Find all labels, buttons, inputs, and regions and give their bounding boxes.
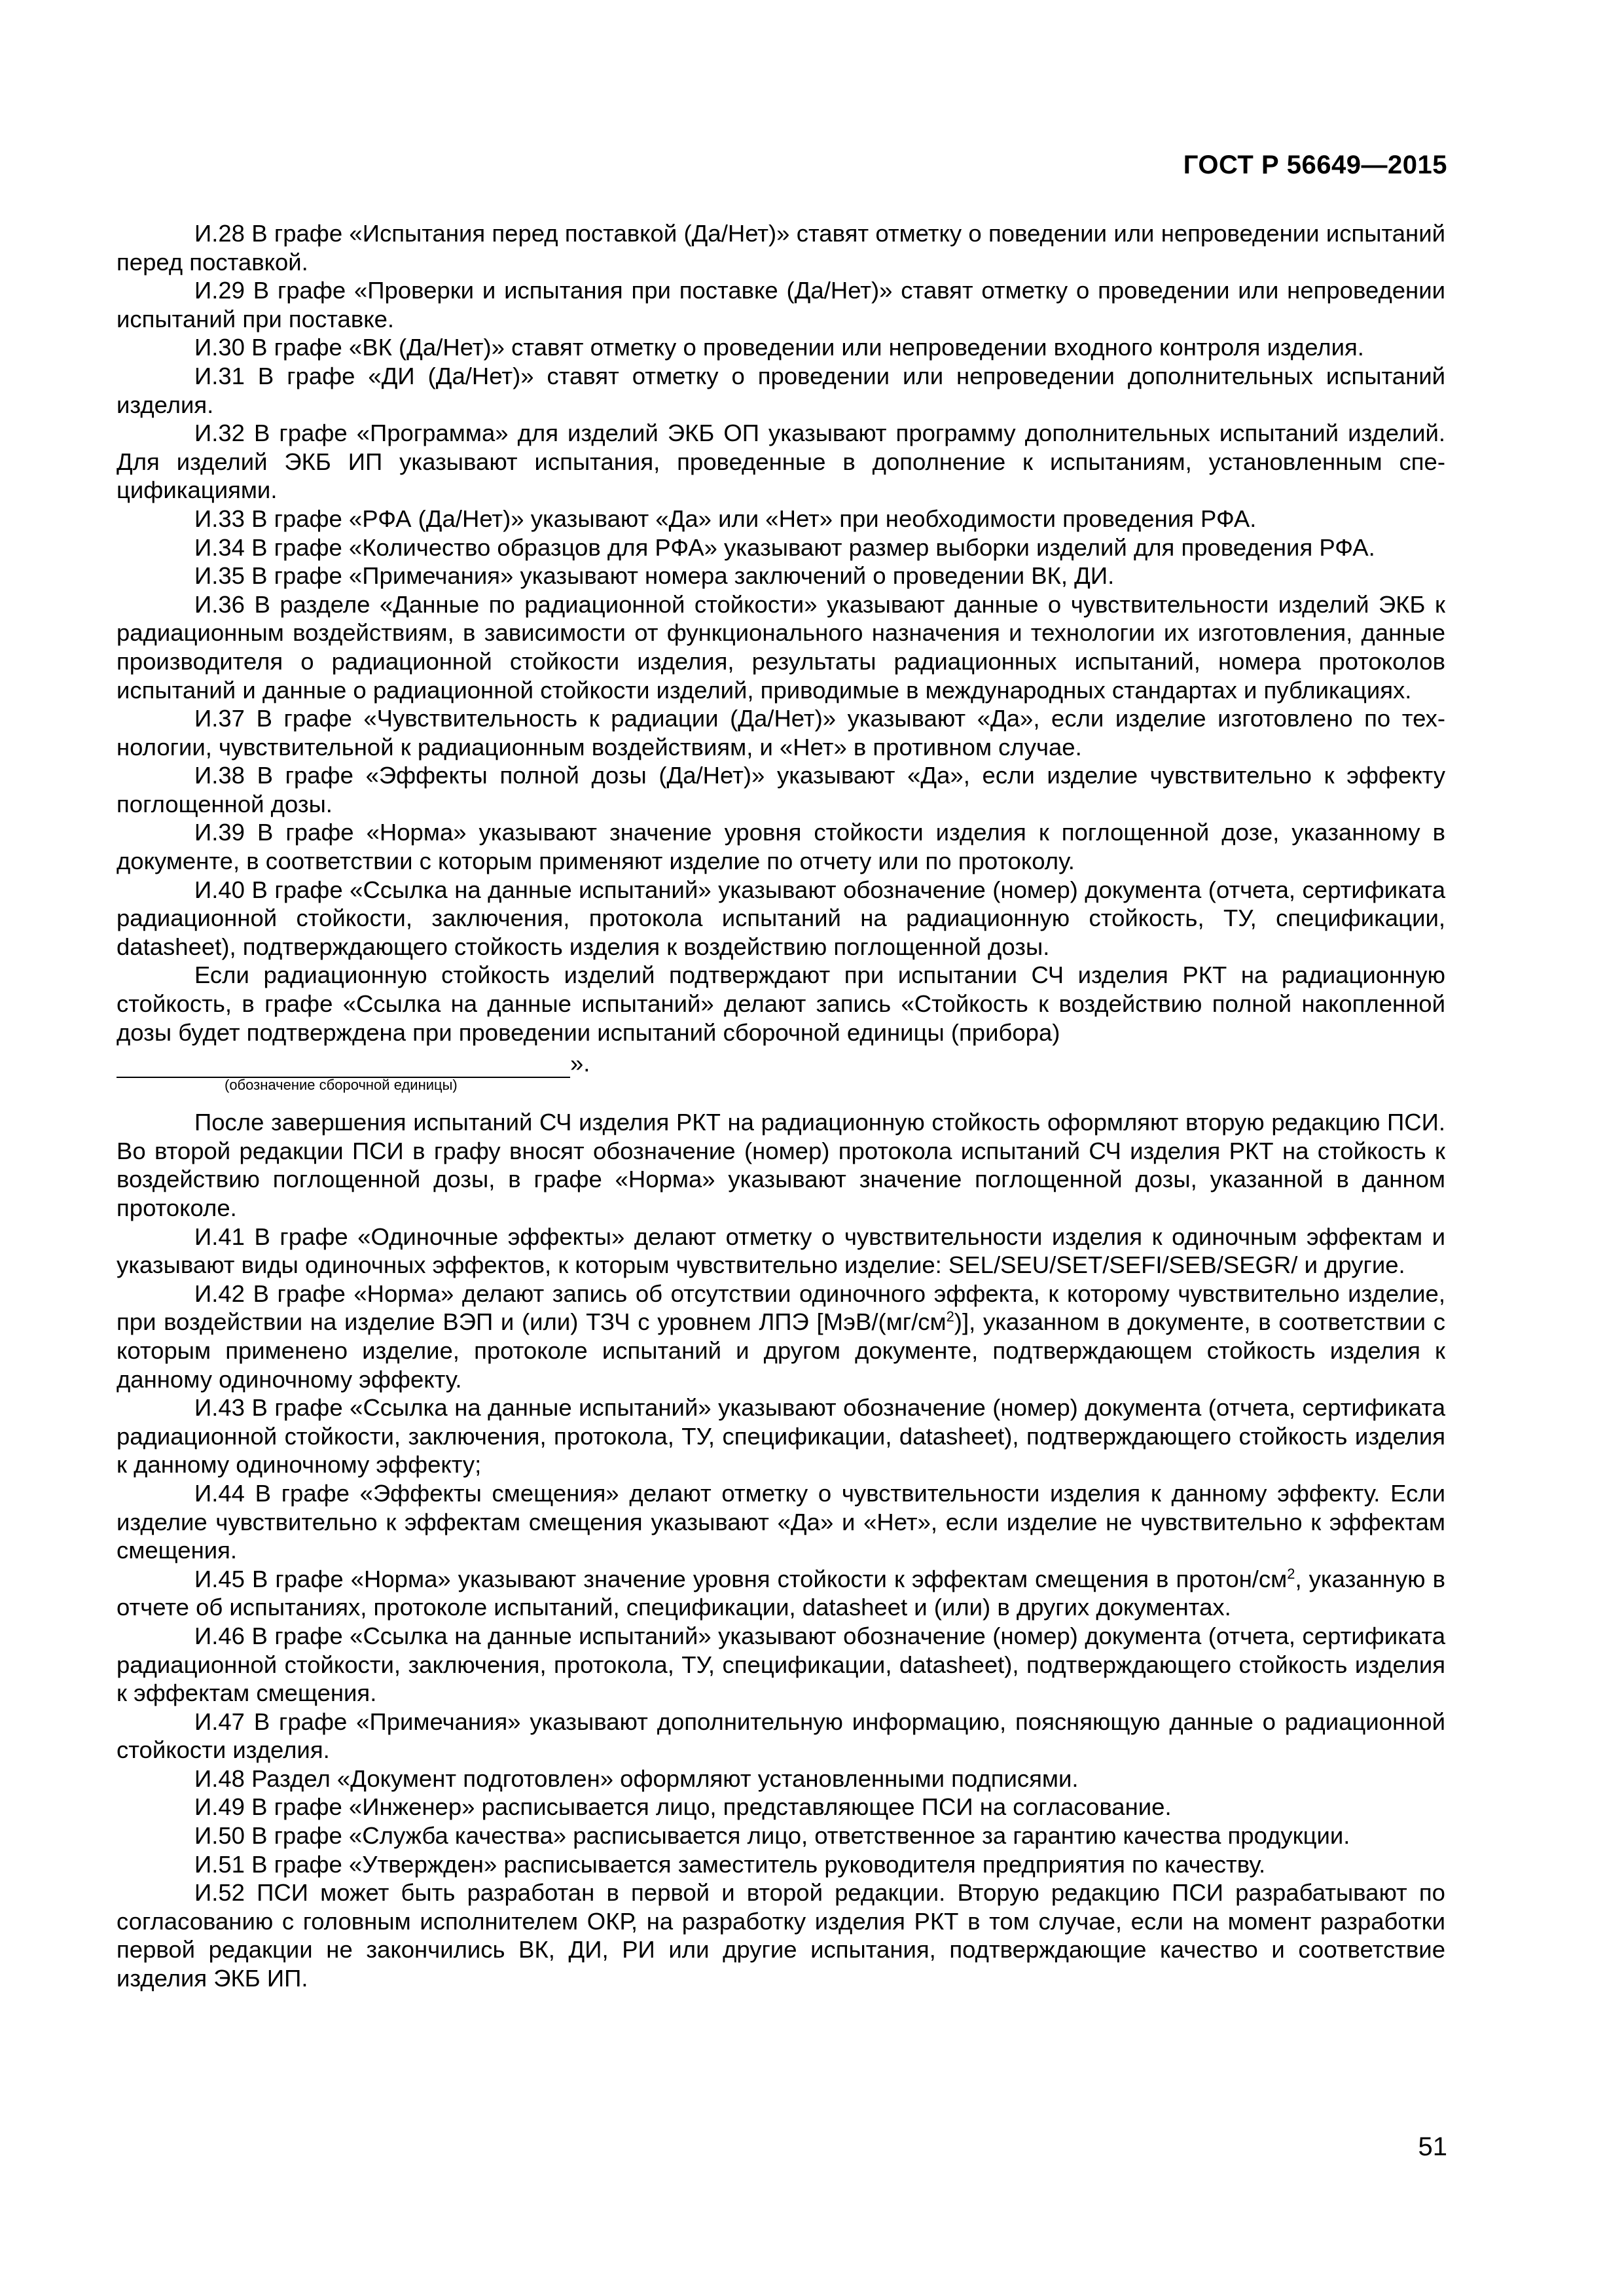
text-run: )], указанном в документе, в соответствии с которым применено изделие, протоколе испытаний и другом документе, подтверждающем стойкость изделия к данному одиночному эффекту. xyxy=(117,1308,1446,1393)
assembly-unit-fill-line xyxy=(117,1049,1445,1102)
superscript: 2 xyxy=(1287,1565,1295,1582)
paragraph: И.46 В графе «Ссылка на данные испытаний» указывают обозначение (номер) документа (отчета, сертификата радиационной стойкости, заключения, протокола, ТУ, спецификации, datasheet), подтверждающего стойкость изделия к эффектам смещения. xyxy=(117,1622,1445,1707)
paragraph: После завершения испытаний СЧ изделия РКТ на радиационную стойкость оформляют вторую редакцию ПСИ. Во второй редакции ПСИ в графу вносят обозначение (номер) протокола испытаний СЧ изделия РКТ на стойкость к воздействию поглощенной дозы, в графе «Норма» указывают значение поглощенной дозы, указанной в данном протоколе. xyxy=(117,1109,1445,1221)
paragraph-with-superscript xyxy=(117,1565,1445,1622)
paragraph: И.32 В графе «Программа» для изделий ЭКБ ОП указывают программу дополнительных испытаний изделий. Для изделий ЭКБ ИП указывают испытания, проведенные в дополнение к испытаниям, установленным спецификациями. xyxy=(117,420,1445,504)
text-run: И.45 В графе «Норма» указывают значение уровня стойкости к эффектам смещения в протон/см xyxy=(194,1565,1288,1592)
paragraph: И.31 В графе «ДИ (Да/Нет)» ставят отметку о проведении или непроведении дополнительных испытаний изделия. xyxy=(117,362,1445,418)
paragraph: И.39 В графе «Норма» указывают значение уровня стойкости изделия к поглощенной дозе, указанному в документе, в соответствии с которым применяют изделие по отчету или по протоколу. xyxy=(117,819,1445,875)
paragraph: И.52 ПСИ может быть разработан в первой и второй редакции. Вторую редакцию ПСИ разрабатывают по согласованию с головным исполнителем ОКР, на разработку изделия РКТ в том случае, если на момент разработки первой редакции не закончились ВК, ДИ, РИ или другие испытания, подтверждающие качество и соответствие изделия ЭКБ ИП. xyxy=(117,1879,1445,1992)
text-run: , указанную в отчете об испытаниях, протоколе испытаний, спецификации, datasheet и (или) в других документах. xyxy=(117,1565,1445,1621)
body-text xyxy=(117,219,1445,1993)
paragraph: И.43 В графе «Ссылка на данные испытаний» указывают обозначение (номер) документа (отчета, сертификата радиационной стойкости, заключения, протокола, ТУ, спецификации, datasheet), подтверждающего стойкость изделия к данному одиночному эффекту; xyxy=(117,1394,1445,1479)
paragraph: И.36 В разделе «Данные по радиационной стойкости» указывают данные о чувствительности изделий ЭКБ к радиационным воздействиям, в зависимости от функционального назначения и технологии их изготовления, данные производителя о радиационной стойкости изделия, результаты радиационных испытаний, номера протоколов испытаний и данные о радиационной стойкости изделий, приводимые в международных стандартах и публикациях. xyxy=(117,590,1445,704)
superscript: 2 xyxy=(946,1308,954,1325)
paragraph: И.34 В графе «Количество образцов для РФА» указывают размер выборки изделий для проведения РФА. xyxy=(194,533,1375,561)
blank-underline xyxy=(117,1052,570,1078)
paragraph: И.35 В графе «Примечания» указывают номера заключений о проведении ВК, ДИ. xyxy=(194,562,1115,590)
paragraph-with-superscript xyxy=(117,1280,1445,1393)
paragraph: И.44 В графе «Эффекты смещения» делают отметку о чувствительности изделия к данному эффекту. Если изделие чувствительно к эффектам смещения указывают «Да» и «Нет», если изделие не чувствительно к эффектам смещения. xyxy=(117,1479,1445,1564)
paragraph: И.50 В графе «Служба качества» расписывается лицо, ответственное за гарантию качества продукции. xyxy=(194,1822,1350,1850)
paragraph: И.40 В графе «Ссылка на данные испытаний» указывают обозначение (номер) документа (отчета, сертификата радиационной стойкости, заключения, протокола испытаний на радиационную стойкость, ТУ, спецификации, datasheet), подтверждающего стойкость изделия к воздействию поглощенной дозы. xyxy=(117,876,1445,960)
paragraph: И.48 Раздел «Документ подготовлен» оформляют установленными подписями. xyxy=(194,1765,1079,1792)
paragraph: И.51 В графе «Утвержден» расписывается заместитель руководителя предприятия по качеству. xyxy=(194,1850,1266,1878)
standard-designation: ГОСТ Р 56649—2015 xyxy=(1183,151,1447,179)
paragraph: И.37 В графе «Чувствительность к радиации (Да/Нет)» указывают «Да», если изделие изготовлено по технологии, чувствительной к радиационным воздействиям, и «Нет» в противном случае. xyxy=(117,705,1445,761)
paragraph: И.49 В графе «Инженер» расписывается лицо, представляющее ПСИ на согласование. xyxy=(194,1793,1172,1821)
closing-quote: ». xyxy=(570,1050,590,1077)
underline-caption: (обозначение сборочной единицы) xyxy=(225,1077,458,1094)
paragraph: И.30 В графе «ВК (Да/Нет)» ставят отметку о проведении или непроведении входного контроля изделия. xyxy=(194,334,1364,361)
paragraph: И.33 В графе «РФА (Да/Нет)» указывают «Да» или «Нет» при необходимости проведения РФА. xyxy=(194,505,1257,532)
paragraph: И.29 В графе «Проверки и испытания при поставке (Да/Нет)» ставят отметку о проведении или непроведении испытаний при поставке. xyxy=(117,277,1445,332)
paragraph: И.41 В графе «Одиночные эффекты» делают отметку о чувствительности изделия к одиночным эффектам и указывают виды одиночных эффектов, к которым чувствительно изделие: SEL/SEU/SET/SEFI/SEB/SEGR/ и другие. xyxy=(117,1223,1445,1279)
paragraph: И.47 В графе «Примечания» указывают дополнительную информацию, поясняющую данные о радиационной стойкости изделия. xyxy=(117,1708,1445,1764)
paragraph: И.28 В графе «Испытания перед поставкой (Да/Нет)» ставят отметку о поведении или непроведении испытаний перед поставкой. xyxy=(117,220,1445,276)
text-run: И.42 В графе «Норма» делают запись об отсутствии одиночного эффекта, к которому чувствительно изделие, при воздействии на изделие ВЭП и (или) ТЗЧ с уровнем ЛПЭ [МэВ/(мг/см xyxy=(117,1280,1445,1336)
paragraph: Если радиационную стойкость изделий подтверждают при испытании СЧ изделия РКТ на радиационную стойкость, в графе «Ссылка на данные испытаний» делают запись «Стойкость к воздействию полной накопленной дозы будет подтверждена при проведении испытаний сборочной единицы (прибора) xyxy=(117,961,1445,1046)
page-number: 51 xyxy=(1418,2132,1447,2161)
paragraph: И.38 В графе «Эффекты полной дозы (Да/Нет)» указывают «Да», если изделие чувствительно к эффекту поглощенной дозы. xyxy=(117,762,1445,817)
